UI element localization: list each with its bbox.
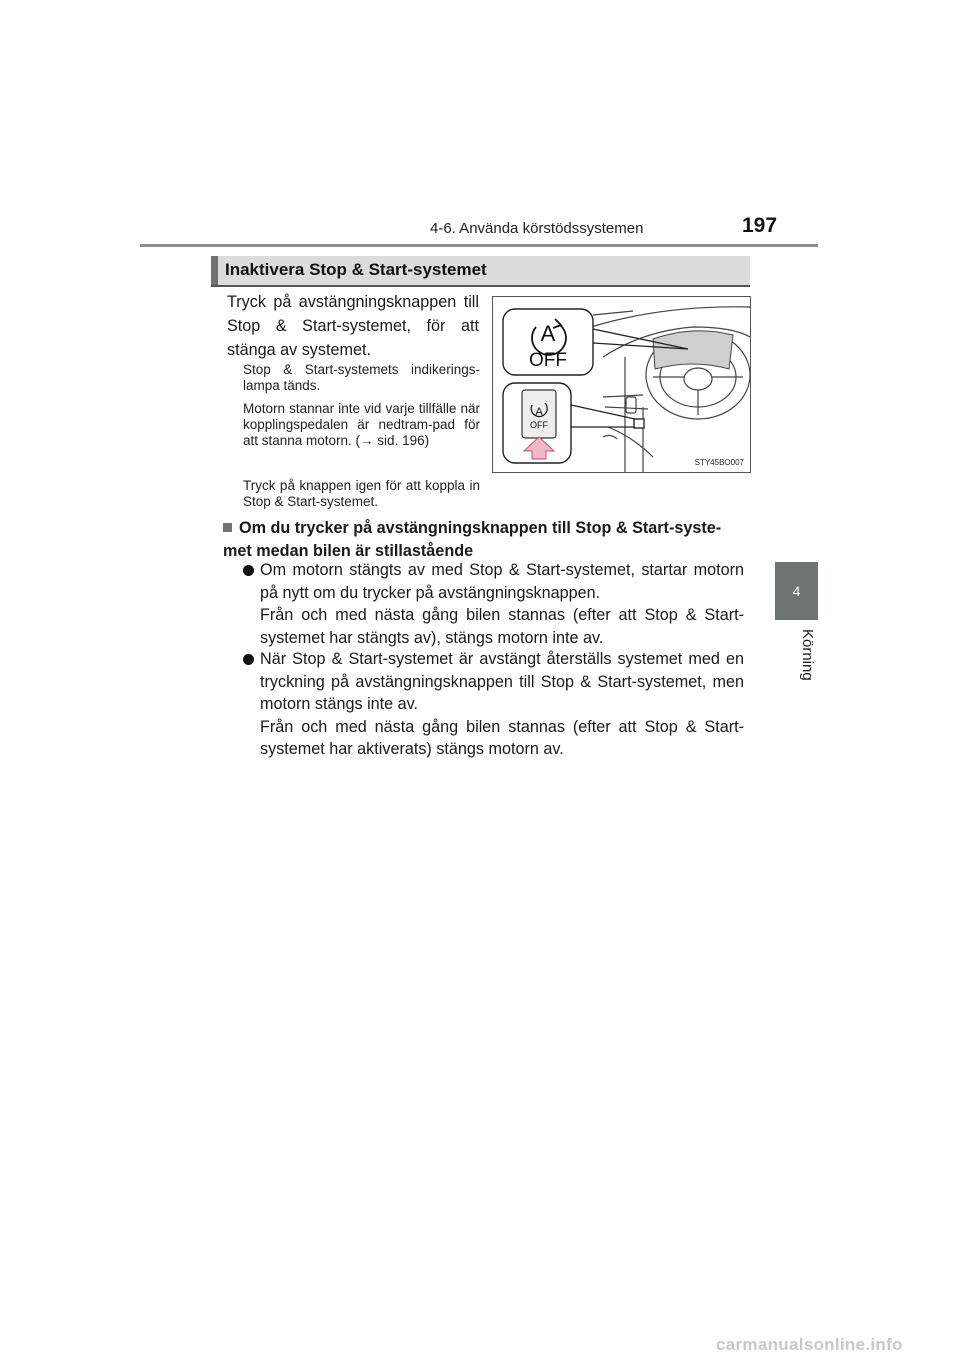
running-header-section: 4-6. Använda körstödssystemen <box>430 220 644 237</box>
intro-paragraph: Tryck på avstängningsknappen till Stop & Start-systemet, för att stänga av systemet. <box>227 293 479 359</box>
subsection-heading <box>223 517 746 563</box>
bullet-dot-icon <box>243 565 254 576</box>
button-label-large: OFF <box>529 350 567 371</box>
figure-code: STY45BO007 <box>694 458 744 467</box>
bullet-text: Om motorn stängts av med Stop & Start-systemet, startar motorn på nytt om du trycker på avstängningsknappen. <box>260 561 744 602</box>
button-letter-small: A <box>535 406 543 418</box>
note-reactivate: Tryck på knappen igen för att koppla in Stop & Start-systemet. <box>243 478 480 509</box>
watermark: carmanualsonline.info <box>716 1335 903 1354</box>
stop-start-button-illustration <box>492 296 751 473</box>
note-clutch-pedal: Motorn stannar inte vid varje tillfälle när kopplingspedalen är nedtram-pad för att stanna motorn. (→ sid. 196) <box>243 401 480 448</box>
bullet-text: När Stop & Start-systemet är avstängt återställs systemet med en tryckning på avstängningsknappen till Stop & Start-systemet, men motorn stängs inte av. <box>260 650 744 714</box>
dashboard-drawing <box>493 297 750 472</box>
page-number: 197 <box>742 214 778 237</box>
section-heading-bar <box>211 256 218 286</box>
header-rule <box>140 244 818 247</box>
button-label-small: OFF <box>530 420 548 430</box>
section-heading-box <box>211 256 750 286</box>
list-item <box>243 648 744 761</box>
section-heading-underline <box>211 285 750 287</box>
square-bullet-icon <box>223 523 232 532</box>
chapter-tab: 4 <box>775 562 818 620</box>
note-indicator-lamp: Stop & Start-systemets indikerings-lampa tänds. <box>243 362 480 393</box>
button-letter-large: A <box>540 321 556 346</box>
bullet-continuation: Från och med nästa gång bilen stannas (efter att Stop & Start-systemet har aktiverats) stängs motorn av. <box>260 717 744 759</box>
list-item <box>243 559 744 649</box>
bullet-continuation: Från och med nästa gång bilen stannas (efter att Stop & Start-systemet har stängts av), stängs motorn inte av. <box>260 606 744 647</box>
subsection-heading-text: Om du trycker på avstängningsknappen till Stop & Start-syste-met medan bilen är stillastående <box>223 519 722 560</box>
bullet-dot-icon <box>243 654 254 665</box>
section-heading: Inaktivera Stop & Start-systemet <box>225 260 487 279</box>
chapter-title-vertical: Körning <box>799 629 816 681</box>
